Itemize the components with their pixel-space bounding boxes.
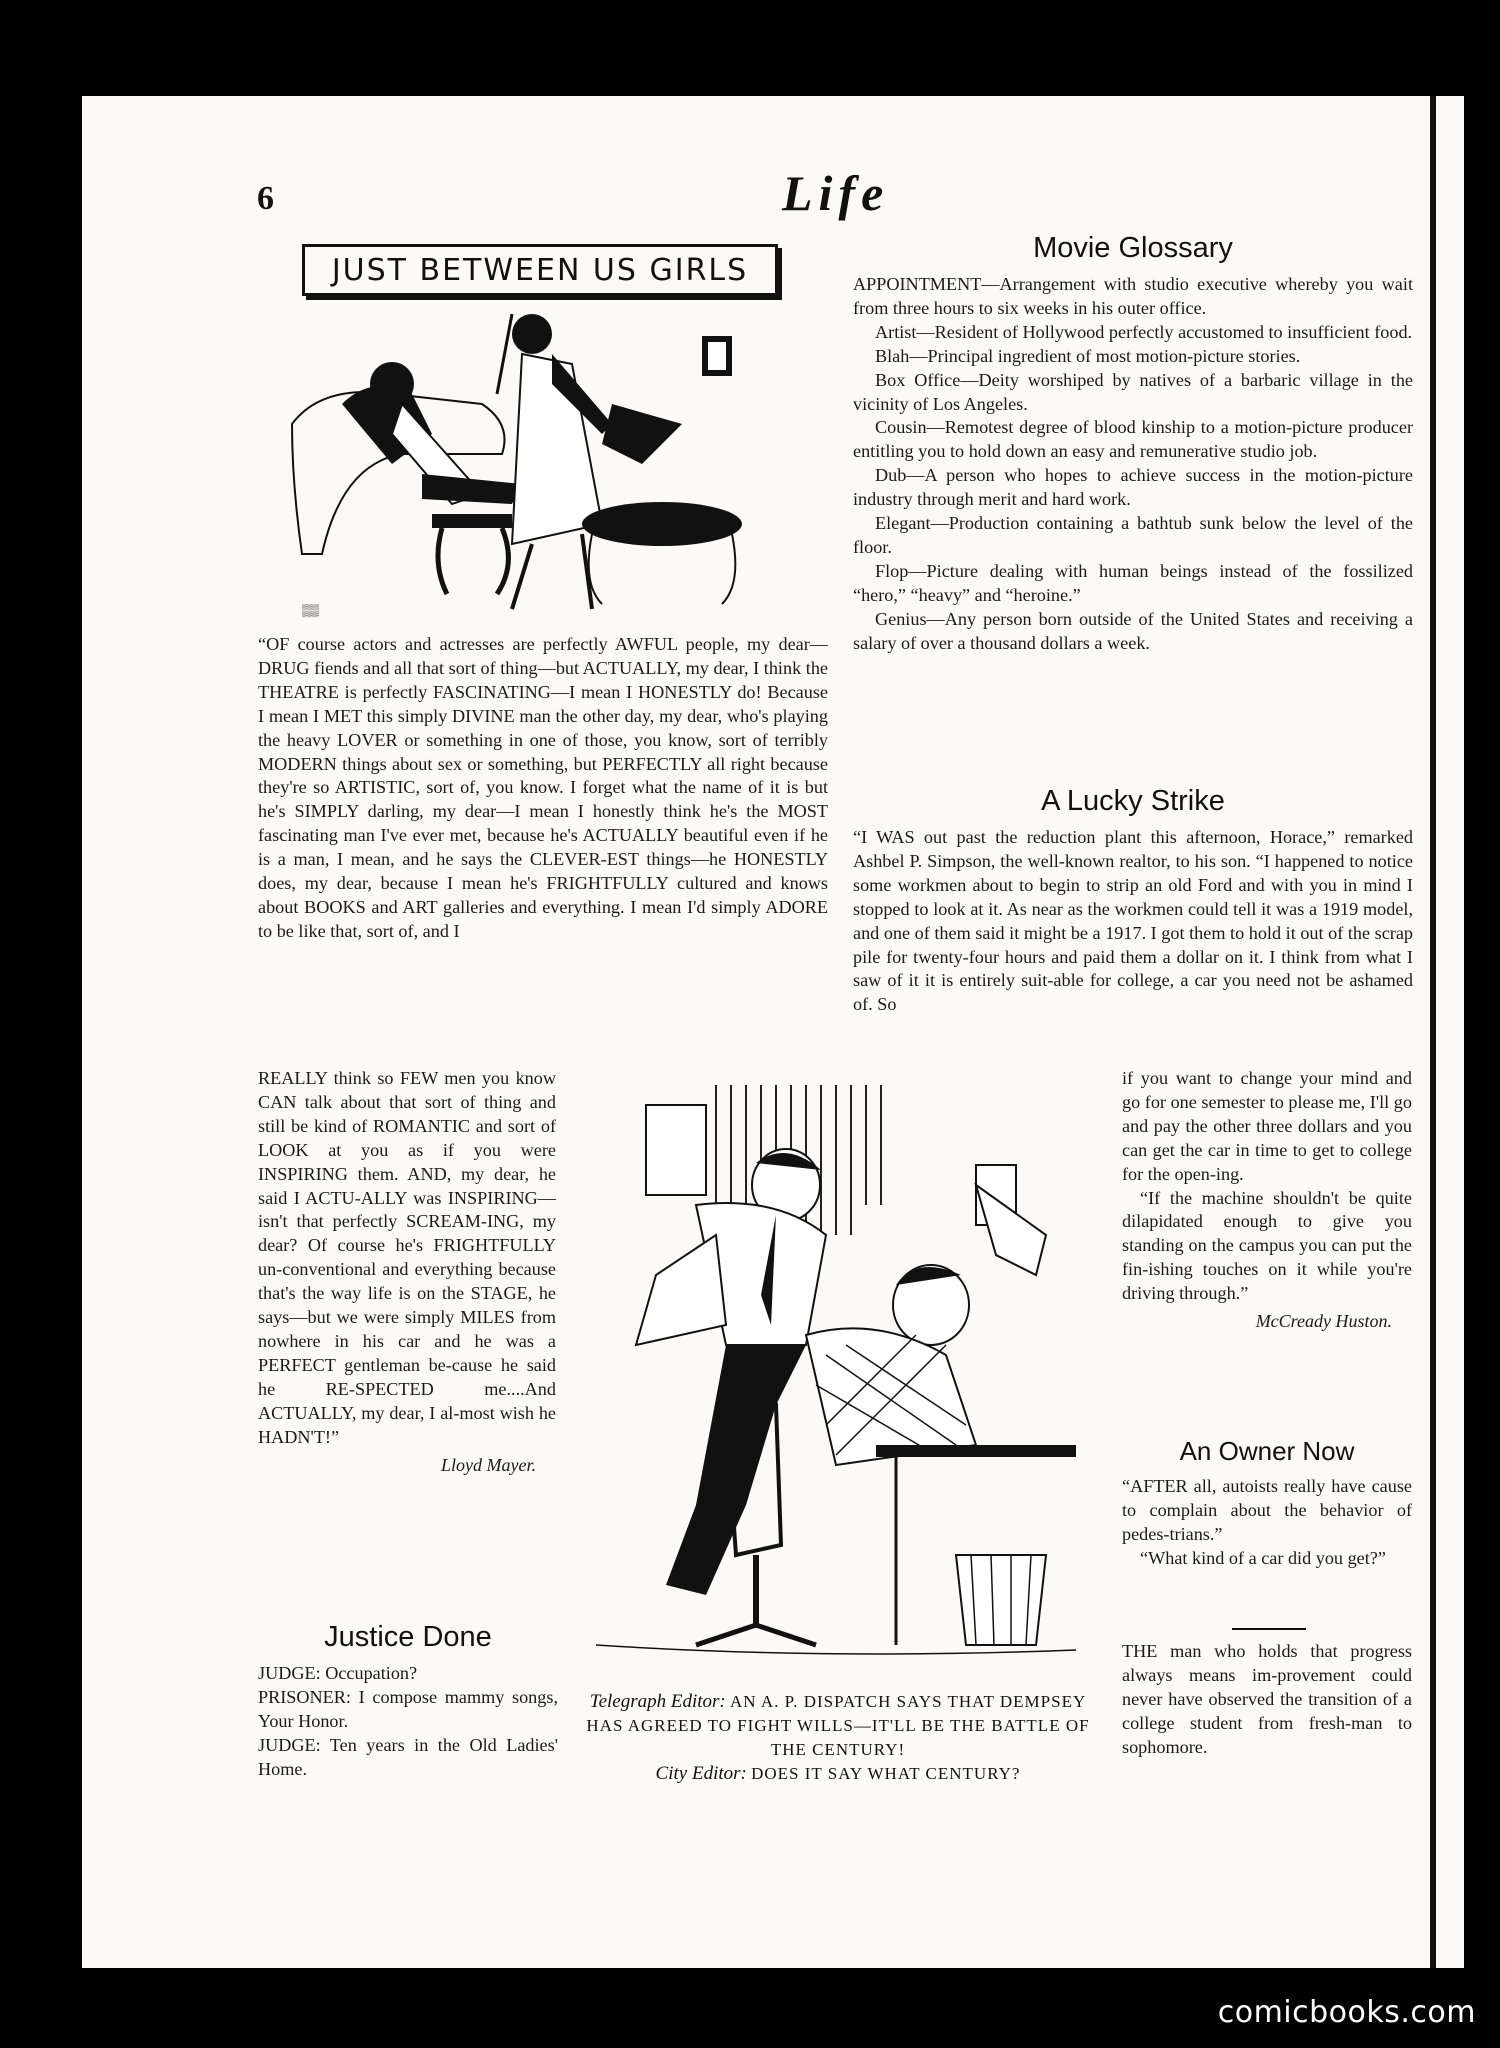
glossary-entry: Blah—Principal ingredient of most motion-picture stories. — [875, 345, 1301, 366]
owner-section — [1122, 1436, 1412, 1571]
lucky-paragraph-cont: if you want to change your mind and go for one semester to please me, I'll go and pay the other three dollars and you can get the car in time to get to college for the open-ing. — [1122, 1068, 1412, 1184]
justice-line: JUDGE: Occupation? — [258, 1663, 418, 1683]
girls-body-cont — [258, 1067, 556, 1477]
lucky-title: A Lucky Strike — [1041, 785, 1225, 817]
justice-line: PRISONER: I compose mammy songs, Your Honor. — [258, 1686, 558, 1731]
cartoon-caption — [578, 1690, 1098, 1786]
girls-title: JUST BETWEEN US GIRLS — [331, 252, 749, 288]
justice-section — [258, 1621, 558, 1782]
owner-title: An Owner Now — [1179, 1436, 1355, 1466]
glossary-entry: Dub—A person who hopes to achieve success in the motion-picture industry through merit and hard work. — [853, 465, 1413, 510]
page-number: 6 — [257, 180, 274, 217]
glossary-entry: Box Office—Deity worshiped by natives of a barbaric village in the vicinity of Los Angeles. — [853, 369, 1413, 414]
glossary-entry: Artist—Resident of Hollywood perfectly accustomed to insufficient food. — [875, 321, 1413, 342]
watermark: comicbooks.com — [1217, 1995, 1476, 2030]
girls-title-box — [302, 244, 778, 296]
caption-line-1: AN A. P. DISPATCH SAYS THAT DEMPSEY HAS AGREED TO FIGHT WILLS—IT'LL BE THE BATTLE OF THE CENTURY! — [586, 1692, 1090, 1759]
caption-speaker-2: City Editor: — [655, 1763, 747, 1784]
girls-paragraph: “OF course actors and actresses are perfectly AWFUL people, my dear—DRUG fiends and all that sort of thing—but ACTUALLY, my dear, I think the THEATRE is perfectly FASCINATING—I mean I HONESTLY do! Because I mean I MET this simply DIVINE man the other day, my dear, who's playing the heavy LOVER or something in one of those, you know, sort of terribly MODERN things about sex or something, but PERFECTLY all right because they're so ARTISTIC, sort of, you know. I forget what the name of it is but he's SIMPLY darling, my dear—I mean I honestly think he's the MOST fascinating man I've ever met, because he's ACTUALLY beautiful even if he is a man, I mean, and he says the CLEVER-EST things—he HONESTLY does, my dear, because I mean he's FRIGHTFULLY cultured and knows about BOOKS and ART galleries and everything. I mean I'd simply ADORE to be like that, sort of, and I — [258, 634, 828, 941]
justice-title: Justice Done — [324, 1621, 492, 1653]
salon-illustration — [282, 304, 782, 624]
glossary-entry: APPOINTMENT—Arrangement with studio executive whereby you wait from three hours to six weeks in his outer office. — [853, 274, 1413, 318]
lucky-paragraph-cont2: “If the machine shouldn't be quite dilapidated enough to give you standing on the campus you can put the fin-ishing touches on it while you're driving through.” — [1122, 1187, 1412, 1304]
girls-author: Lloyd Mayer. — [441, 1454, 536, 1475]
progress-paragraph: THE man who holds that progress always means im-provement could never have observed the transition of a college student from fresh-man to sophomore. — [1122, 1641, 1412, 1757]
caption-speaker-1: Telegraph Editor: — [589, 1691, 726, 1712]
section-divider — [1232, 1628, 1306, 1630]
lucky-section — [853, 785, 1413, 1017]
glossary-section — [853, 232, 1413, 656]
girls-body — [258, 633, 828, 944]
glossary-entry: Flop—Picture dealing with human beings instead of the fossilized “hero,” “heavy” and “heroine.” — [853, 560, 1413, 605]
facing-page-edge — [1430, 96, 1464, 1968]
owner-paragraph-2: “What kind of a car did you get?” — [1140, 1547, 1386, 1568]
lucky-cont — [1122, 1067, 1412, 1334]
glossary-entry: Genius—Any person born outside of the United States and receiving a salary of over a thousand dollars a week. — [853, 608, 1413, 653]
caption-line-2: DOES IT SAY WHAT CENTURY? — [751, 1764, 1021, 1783]
lucky-paragraph: “I WAS out past the reduction plant this afternoon, Horace,” remarked Ashbel P. Simpson, the well-known realtor, to his son. “I happened to notice some workmen about to begin to strip an old Ford and with you in mind I stopped to look at it. As near as the workmen could tell it was a 1919 model, and one of them said it might be a 1917. I got them to hold it out of the scrap pile for twenty-four hours and paid them a dollar on it. I think from what I saw of it it is entirely suit-able for college, a car you need not be ashamed of. So — [853, 827, 1413, 1015]
masthead: Life — [782, 165, 890, 221]
justice-line: JUDGE: Ten years in the Old Ladies' Home. — [258, 1734, 558, 1779]
owner-paragraph: “AFTER all, autoists really have cause to complain about the behavior of pedes-trians.” — [1122, 1476, 1412, 1544]
newsroom-cartoon — [576, 1085, 1084, 1675]
girls-paragraph-cont: REALLY think so FEW men you know CAN talk about that sort of thing and still be kind of ROMANTIC and sort of LOOK at you as if you were INSPIRING them. AND, my dear, he said I ACTU-ALLY was INSPIRING—isn't that perfectly SCREAM-ING, my dear? Of course he's FRIGHTFULLY un-conventional and everything because that's the way life is on the STAGE, he says—but we were simply MILES from nowhere in his car and he was a PERFECT gentleman be-cause he said he RE-SPECTED me....And ACTUALLY, my dear, I al-most wish he HADN'T!” — [258, 1068, 556, 1447]
svg-text:▒▒: ▒▒ — [302, 603, 320, 617]
lucky-author: McCready Huston. — [1255, 1311, 1392, 1332]
glossary-title: Movie Glossary — [1033, 232, 1233, 264]
progress-section — [1122, 1640, 1412, 1760]
glossary-entry: Elegant—Production containing a bathtub sunk below the level of the floor. — [853, 513, 1413, 557]
glossary-entry: Cousin—Remotest degree of blood kinship to a motion-picture producer entitling you to hold down an easy and remunerative studio job. — [853, 417, 1413, 462]
